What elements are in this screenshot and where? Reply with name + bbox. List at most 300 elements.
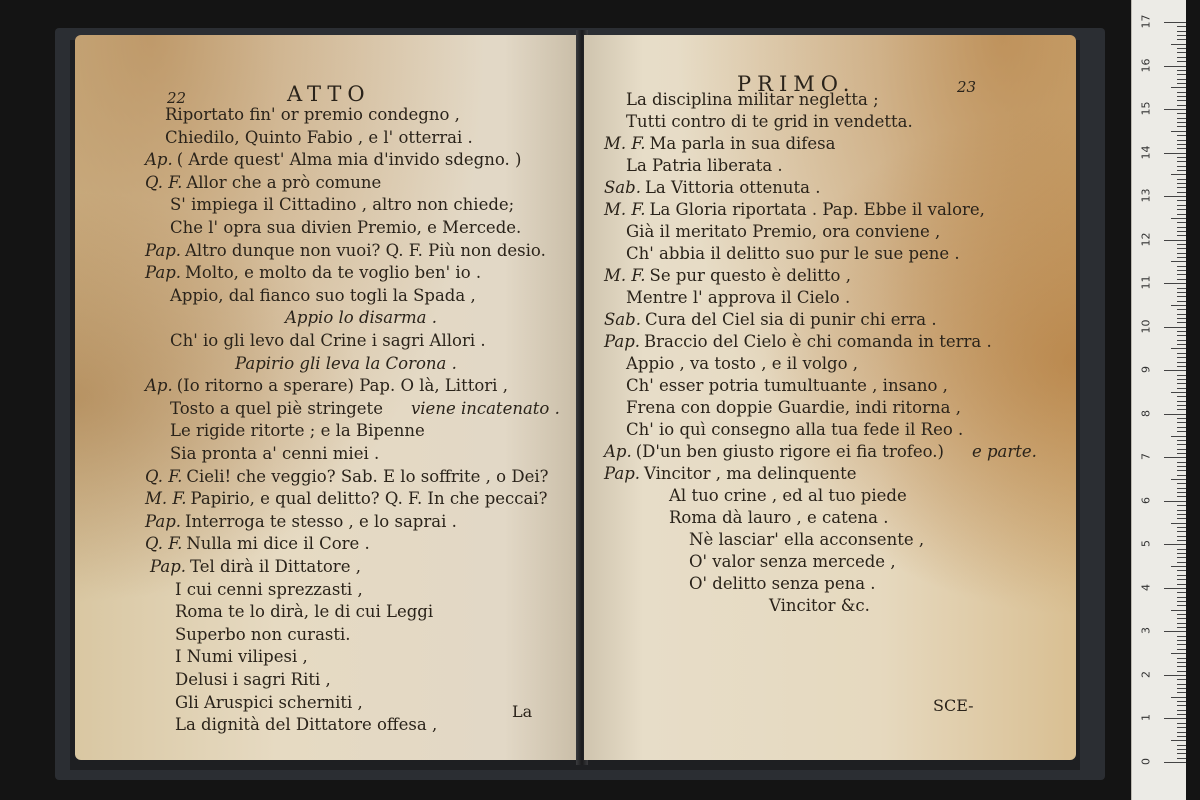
verse-text: La dignità del Dittatore offesa , [175,715,438,735]
ruler-tick [1177,309,1186,310]
ruler-tick [1171,174,1186,175]
speaker-label: M. F. [604,200,646,219]
verse-text: Tel dirà il Dittatore , [190,557,361,576]
ruler-tick [1177,79,1186,80]
ruler-number: 3 [1139,627,1153,635]
ruler-tick [1177,292,1186,293]
ruler-tick [1177,214,1186,215]
ruler-tick [1177,205,1186,206]
ruler-tick [1171,305,1186,306]
text-line [689,530,924,550]
verse-text: Roma dà lauro , e catena . [669,508,889,527]
ruler-tick [1177,227,1186,228]
speaker-label: Q. F. [145,466,183,486]
verse-text: Vincitor , ma delinquente [644,464,857,483]
text-line [170,331,486,351]
ruler-tick [1177,396,1186,397]
ruler-tick [1177,644,1186,645]
ruler-number: 0 [1139,758,1153,765]
ruler-tick [1171,131,1186,132]
ruler-tick [1164,66,1186,67]
ruler-tick [1177,640,1186,641]
ruler-tick [1177,505,1186,506]
ruler-tick [1177,427,1186,428]
speaker-label: Sab. [604,178,641,197]
speaker-label: Ap. [145,376,173,396]
speaker-label: Pap. [150,557,187,576]
ruler-tick [1177,405,1186,406]
ruler-number: 6 [1139,496,1153,504]
measuring-ruler [1131,0,1186,800]
speaker-label: Pap. [145,240,182,260]
ruler-tick [1171,218,1186,219]
ruler-tick [1177,200,1186,201]
text-line [626,376,948,396]
ruler-tick [1177,270,1186,271]
ruler-tick [1177,166,1186,167]
ruler-tick [1177,575,1186,576]
ruler-tick [1177,636,1186,637]
ruler-tick [1177,418,1186,419]
ruler-tick [1177,148,1186,149]
text-line [145,376,508,396]
ruler-tick [1177,48,1186,49]
verse-text: Sia pronta a' cenni miei . [170,444,380,463]
text-line [165,105,460,125]
ruler-tick [1164,327,1186,328]
stage-direction: Appio lo disarma . [285,308,437,328]
verse-text: Frena con doppie Guardie, indi ritorna , [626,398,961,417]
ruler-tick [1177,122,1186,123]
stage-direction: Papirio gli leva la Corona . [235,353,457,373]
verse-text: Nè lasciar' ella acconsente , [689,530,925,549]
ruler-tick [1177,688,1186,689]
ruler-tick [1177,562,1186,563]
ruler-tick [1177,614,1186,615]
verse-text: La Patria liberata . [626,156,783,175]
ruler-tick [1171,261,1186,262]
ruler-tick [1177,431,1186,432]
ruler-tick [1177,170,1186,171]
verse-text: Delusi i sagri Riti , [175,670,331,689]
ruler-tick [1177,52,1186,53]
ruler-tick [1177,679,1186,680]
verse-text: Ch' io gli levo dal Crine i sagri Allori . [170,331,486,350]
ruler-tick [1164,196,1186,197]
ruler-tick [1177,710,1186,711]
ruler-tick [1177,279,1186,280]
text-line [626,398,961,418]
ruler-tick [1177,61,1186,62]
ruler-tick [1177,379,1186,380]
ruler-tick [1177,357,1186,358]
ruler-tick [1177,623,1186,624]
ruler-tick [1177,422,1186,423]
left-page [75,35,580,760]
ruler-tick [1164,762,1186,763]
ruler-tick [1177,671,1186,672]
verse-text: (Io ritorno a sperare) Pap. O là, Littori , [176,376,508,396]
ruler-tick [1177,592,1186,593]
ruler-tick [1177,70,1186,71]
verse-text: Le rigide ritorte ; e la Bipenne [170,421,425,441]
ruler-tick [1177,31,1186,32]
ruler-tick [1177,618,1186,619]
speaker-label: Pap. [604,464,641,483]
ruler-tick [1177,466,1186,467]
ruler-tick [1177,666,1186,667]
ruler-tick [1177,231,1186,232]
ruler-tick [1177,26,1186,27]
ruler-tick [1171,392,1186,393]
text-line [165,128,473,148]
ruler-number: 17 [1139,14,1153,29]
ruler-tick [1177,492,1186,493]
ruler-tick [1177,549,1186,550]
ruler-tick [1177,375,1186,376]
text-line [175,715,437,735]
ruler-tick [1164,153,1186,154]
verse-text: (D'un ben giusto rigore ei fia trofeo.) [635,442,944,461]
verse-text: Ch' esser potria tumultuante , insano , [626,376,948,395]
left-running-head: ATTO [287,82,371,106]
ruler-tick [1177,470,1186,471]
ruler-tick [1171,523,1186,524]
right-catchword: SCE- [933,696,974,715]
text-line [769,596,870,616]
ruler-tick [1164,501,1186,502]
ruler-number: 13 [1139,188,1153,203]
verse-text: La Vittoria ottenuta . [644,178,821,197]
verse-text: La disciplina militar negletta ; [626,90,879,109]
ruler-tick [1177,235,1186,236]
ruler-tick [1177,161,1186,162]
ruler-tick [1177,388,1186,389]
ruler-tick [1177,100,1186,101]
ruler-tick [1164,370,1186,371]
ruler-tick [1177,705,1186,706]
text-line [604,332,992,352]
text-line [175,647,308,667]
ruler-tick [1177,483,1186,484]
ruler-tick [1177,244,1186,245]
ruler-tick [1177,74,1186,75]
verse-text: Superbo non curasti. [175,624,351,644]
verse-text: Al tuo crine , ed al tuo piede [669,486,907,505]
ruler-number: 14 [1139,145,1153,160]
ruler-tick [1177,714,1186,715]
text-line [626,112,913,132]
text-line [669,486,907,506]
ruler-tick [1177,444,1186,445]
text-line [170,286,476,306]
stage-direction: viene incatenato . [410,398,560,418]
ruler-tick [1177,536,1186,537]
verse-text: Appio , va tosto , e il volgo , [626,354,859,373]
ruler-number: 2 [1139,670,1153,678]
ruler-tick [1177,296,1186,297]
verse-text: Molto, e molto da te voglio ben' io . [185,263,482,283]
ruler-tick [1177,362,1186,363]
verse-text: Cura del Ciel sia di punir chi erra . [644,310,937,329]
ruler-tick [1171,479,1186,480]
ruler-tick [1177,627,1186,628]
text-line [626,288,850,308]
ruler-tick [1177,749,1186,750]
text-line [170,399,560,419]
text-line [604,310,937,330]
ruler-tick [1164,718,1186,719]
left-catchword: La [512,702,533,721]
ruler-tick [1177,322,1186,323]
verse-text: Ch' abbia il delitto suo pur le sue pene . [626,244,960,263]
speaker-label: Ap. [604,442,632,461]
ruler-tick [1177,601,1186,602]
speaker-label: Ap. [145,150,173,170]
verse-text: La Gloria riportata . Pap. Ebbe il valore, [649,200,985,219]
ruler-tick [1177,758,1186,759]
text-line [175,625,351,645]
ruler-tick [1171,697,1186,698]
right-page [584,35,1076,760]
verse-text: Tutti contro di te grid in vendetta. [626,112,913,131]
ruler-tick [1177,353,1186,354]
speaker-label: Q. F. [145,534,183,554]
speaker-label: Sab. [604,310,641,329]
ruler-tick [1177,192,1186,193]
ruler-tick [1177,96,1186,97]
ruler-tick [1177,723,1186,724]
ruler-tick [1177,35,1186,36]
ruler-tick [1177,301,1186,302]
text-line [604,464,856,484]
ruler-tick [1171,436,1186,437]
ruler-number: 15 [1139,101,1153,116]
ruler-tick [1177,732,1186,733]
ruler-tick [1164,457,1186,458]
ruler-tick [1171,44,1186,45]
verse-text: Ma parla in sua difesa [649,134,836,153]
ruler-tick [1177,745,1186,746]
verse-text: Ch' io quì consegno alla tua fede il Reo . [626,420,964,439]
verse-text: ( Arde quest' Alma mia d'invido sdegno. ) [176,150,522,170]
verse-text: O' delitto senza pena . [689,574,876,593]
verse-text: Altro dunque non vuoi? Q. F. Più non desio. [185,240,546,260]
ruler-tick [1164,631,1186,632]
stage-direction: e parte. [971,442,1037,461]
text-line [170,444,379,464]
ruler-tick [1177,344,1186,345]
text-line [689,574,876,594]
verse-text: Chiedilo, Quinto Fabio , e l' otterrai . [165,127,473,147]
ruler-tick [1177,340,1186,341]
text-line [145,512,457,532]
ruler-tick [1164,544,1186,545]
ruler-tick [1177,222,1186,223]
ruler-tick [1177,118,1186,119]
ruler-tick [1177,383,1186,384]
ruler-number: 16 [1139,58,1153,73]
speaker-label: M. F. [604,266,646,285]
ruler-tick [1177,144,1186,145]
verse-text: Vincitor &c. [769,596,870,615]
ruler-tick [1177,553,1186,554]
ruler-number: 10 [1139,319,1153,334]
ruler-tick [1177,113,1186,114]
ruler-tick [1164,240,1186,241]
text-line [626,156,783,176]
text-line [170,195,514,215]
verse-text: O' valor senza mercede , [689,552,896,571]
ruler-tick [1177,649,1186,650]
text-line [285,308,437,328]
ruler-tick [1177,597,1186,598]
ruler-number: 4 [1139,583,1153,591]
text-line [689,552,896,572]
ruler-tick [1177,401,1186,402]
ruler-tick [1177,288,1186,289]
ruler-tick [1177,531,1186,532]
ruler-tick [1164,283,1186,284]
ruler-tick [1177,39,1186,40]
text-line [604,266,851,286]
ruler-tick [1177,579,1186,580]
ruler-number: 12 [1139,232,1153,247]
text-line [150,557,361,577]
ruler-tick [1177,335,1186,336]
speaker-label: Pap. [604,332,641,351]
verse-text: Papirio, e qual delitto? Q. F. In che peccai? [190,489,548,509]
text-line [669,508,888,528]
ruler-tick [1177,662,1186,663]
ruler-number: 7 [1139,453,1153,461]
text-line [175,693,363,713]
text-line [235,354,457,374]
ruler-tick [1177,92,1186,93]
ruler-tick [1177,449,1186,450]
text-line [175,602,433,622]
ruler-tick [1171,740,1186,741]
text-line [145,489,547,509]
verse-text: I cui cenni sprezzasti , [175,579,363,599]
ruler-tick [1177,179,1186,180]
ruler-tick [1177,209,1186,210]
ruler-tick [1177,488,1186,489]
verse-text: Allor che a prò comune [186,172,382,192]
ruler-tick [1177,692,1186,693]
ruler-tick [1177,453,1186,454]
text-line [604,134,835,154]
ruler-tick [1177,266,1186,267]
verse-text: Tosto a quel piè stringete [170,398,383,418]
ruler-tick [1171,610,1186,611]
ruler-tick [1177,727,1186,728]
text-line [145,173,381,193]
ruler-tick [1177,540,1186,541]
verse-text: I Numi vilipesi , [175,647,308,667]
text-line [604,178,821,198]
ruler-tick [1164,109,1186,110]
speaker-label: Q. F. [145,172,183,192]
speaker-label: Pap. [145,263,182,283]
ruler-tick [1164,675,1186,676]
text-line [626,244,960,264]
verse-text: Nulla mi dice il Core . [186,534,370,554]
ruler-tick [1177,527,1186,528]
ruler-tick [1177,57,1186,58]
ruler-tick [1177,248,1186,249]
ruler-tick [1164,588,1186,589]
ruler-tick [1177,331,1186,332]
verse-text: S' impiega il Cittadino , altro non chiede; [170,195,515,215]
left-page-number: 22 [167,89,187,107]
ruler-tick [1177,557,1186,558]
right-page-number: 23 [957,78,977,96]
text-line [170,218,521,238]
text-line [170,421,425,441]
verse-text: Che l' opra sua divien Premio, e Mercede. [170,218,522,237]
ruler-tick [1177,318,1186,319]
verse-text: Roma te lo dirà, le di cui Leggi [175,602,434,622]
text-line [175,580,363,600]
ruler-tick [1177,183,1186,184]
ruler-tick [1177,462,1186,463]
ruler-tick [1177,126,1186,127]
ruler-tick [1177,140,1186,141]
ruler-tick [1177,510,1186,511]
text-line [175,670,331,690]
right-running-head: PRIMO. [737,72,856,96]
ruler-tick [1177,496,1186,497]
text-line [626,222,940,242]
text-line [626,420,963,440]
ruler-tick [1177,518,1186,519]
verse-text: Cieli! che veggio? Sab. E lo soffrite , o Dei? [186,466,549,486]
ruler-tick [1177,314,1186,315]
verse-text: Mentre l' approva il Cielo . [626,288,851,307]
ruler-tick [1177,257,1186,258]
ruler-tick [1177,570,1186,571]
ruler-tick [1177,105,1186,106]
ruler-number: 5 [1139,540,1153,548]
ruler-number: 11 [1139,275,1153,290]
ruler-tick [1177,475,1186,476]
ruler-tick [1177,684,1186,685]
ruler-tick [1177,157,1186,158]
ruler-tick [1177,605,1186,606]
ruler-tick [1177,187,1186,188]
ruler-number: 8 [1139,409,1153,417]
verse-text: Interroga te stesso , e lo saprai . [185,511,457,531]
text-line [145,467,548,487]
ruler-tick [1164,414,1186,415]
verse-text: Braccio del Cielo è chi comanda in terra . [644,332,992,351]
ruler-tick [1177,753,1186,754]
ruler-tick [1177,440,1186,441]
verse-text: Gli Aruspici scherniti , [175,692,363,712]
ruler-tick [1177,409,1186,410]
verse-text: Riportato fin' or premio condegno , [165,105,460,124]
text-line [145,534,370,554]
ruler-tick [1177,83,1186,84]
text-line [626,354,858,374]
ruler-tick [1171,87,1186,88]
ruler-tick [1177,658,1186,659]
ruler-tick [1177,274,1186,275]
verse-text: Appio, dal fianco suo togli la Spada , [170,285,476,305]
text-line [145,263,481,283]
text-line [626,90,879,110]
